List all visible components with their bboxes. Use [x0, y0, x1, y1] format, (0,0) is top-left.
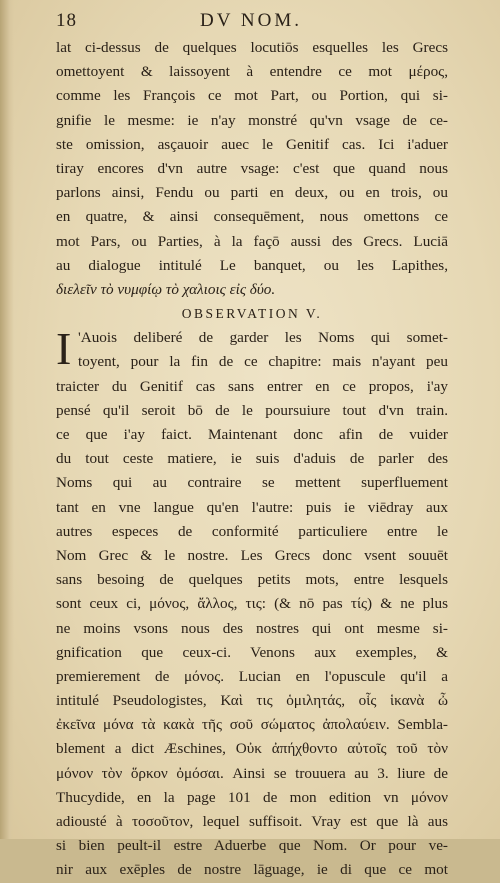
text-line: ne moins vsons nous des nostres qui ont mesme si- [56, 619, 448, 637]
text-line: tant en vne langue qu'en l'autre: puis ie viēdray aux [56, 498, 448, 516]
text-line: omettoyent & laissoyent à entendre ce mot μέρος, [56, 63, 448, 81]
text-line: ἐκεῖνα μόνα τὰ κακὰ τῆς σοῦ σώματος ἀπολαύειν. Sembla- [56, 716, 448, 734]
text-line: gnifie le mesme: ie n'ay monstré qu'vn vsage de ce- [56, 111, 448, 129]
text-line: si bien peult-il estre Aduerbe que Nom. Or pour ve- [56, 837, 448, 855]
dropcap-paragraph [56, 323, 448, 375]
text-line: adiousté à τοσοῦτον, lequel suffisoit. Vray est que là aus [56, 813, 448, 830]
text-line: lat ci-dessus de quelques locutiōs esquelles les Grecs [56, 39, 448, 56]
running-head: DV NOM. [200, 10, 302, 31]
text-line: comme les François ce mot Part, ou Portion, qui si- [56, 87, 448, 105]
text-line: 'Auois deliberé de garder les Noms qui somet- [78, 329, 448, 347]
text-line: sont ceux ci, μόνος, ἄλλος, τις: (& nō pas τίς) & ne plus [56, 595, 448, 613]
greek-quote-line: διελεῖν τὸ νυμφίῳ τὸ χαλιοις εἰς δύο. [56, 280, 276, 298]
text-line: μόνον τὸν ὅρκον ὀμόσαι. Ainsi se trouuera au 3. liure de [56, 764, 448, 782]
text-line: ste omission, asçauoir auec le Genitif cas. Ici i'aduer [56, 135, 448, 153]
text-line: du tout ceste matiere, ie suis d'aduis de parler des [56, 450, 448, 468]
text-line: tiray encores d'vn autre vsage: c'est que quand nous [56, 159, 448, 177]
text-line: Thucydide, en la page 101 de mon edition vn μόνον [56, 788, 448, 806]
page-edge-shadow [0, 0, 14, 839]
text-line: autres especes de conformité particuliere entre le [56, 522, 448, 540]
text-line: en quatre, & ainsi consequēment, nous omettons ce [56, 208, 448, 226]
text-line: ce que i'ay faict. Maintenant donc afin de vuider [56, 426, 448, 443]
text-line: Noms qui au contraire se mettent superfluement [56, 474, 448, 492]
text-line: gnification que ceux-ci. Venons aux exemples, & [56, 643, 448, 661]
drop-capital: I [56, 323, 72, 375]
text-line: pensé qu'il seroit bō de le poursuiure tout d'vn train. [56, 401, 448, 419]
page-header [56, 4, 446, 34]
text-line: intitulé Pseudologistes, Καὶ τις ὁμιλητάς, οἷς ἱκανὰ ὦ [56, 692, 448, 710]
text-line: toyent, pour la fin de ce chapitre: mais n'ayant peu [78, 353, 448, 371]
text-line: mot Pars, ou Parties, à la façō aussi des Grecs. Luciā [56, 232, 448, 250]
text-line: premierement de μόνος. Lucian en l'opuscule qu'il a [56, 667, 448, 685]
text-line: au dialogue intitulé Le banquet, ou les Lapithes, [56, 256, 448, 274]
text-line: sans besoing de quelques petits mots, entre lesquels [56, 571, 448, 589]
text-line: traicter du Genitif cas sans entrer en ce propos, i'ay [56, 377, 448, 395]
text-line: nir aux exēples de nostre lāguage, ie di que ce mot [56, 861, 448, 879]
body-text [56, 36, 448, 883]
page-number: 18 [56, 10, 77, 31]
text-line: parlons ainsi, Fendu ou parti en deux, ou en trois, ou [56, 184, 448, 202]
text-line: blement a dict Æschines, Οὐκ ἀπήχθοντο αὐτοῖς τοῦ τὸν [56, 740, 448, 758]
text-line: Nom Grec & le nostre. Les Grecs donc vsent souuēt [56, 546, 448, 564]
section-heading: OBSERVATION V. [181, 306, 323, 322]
